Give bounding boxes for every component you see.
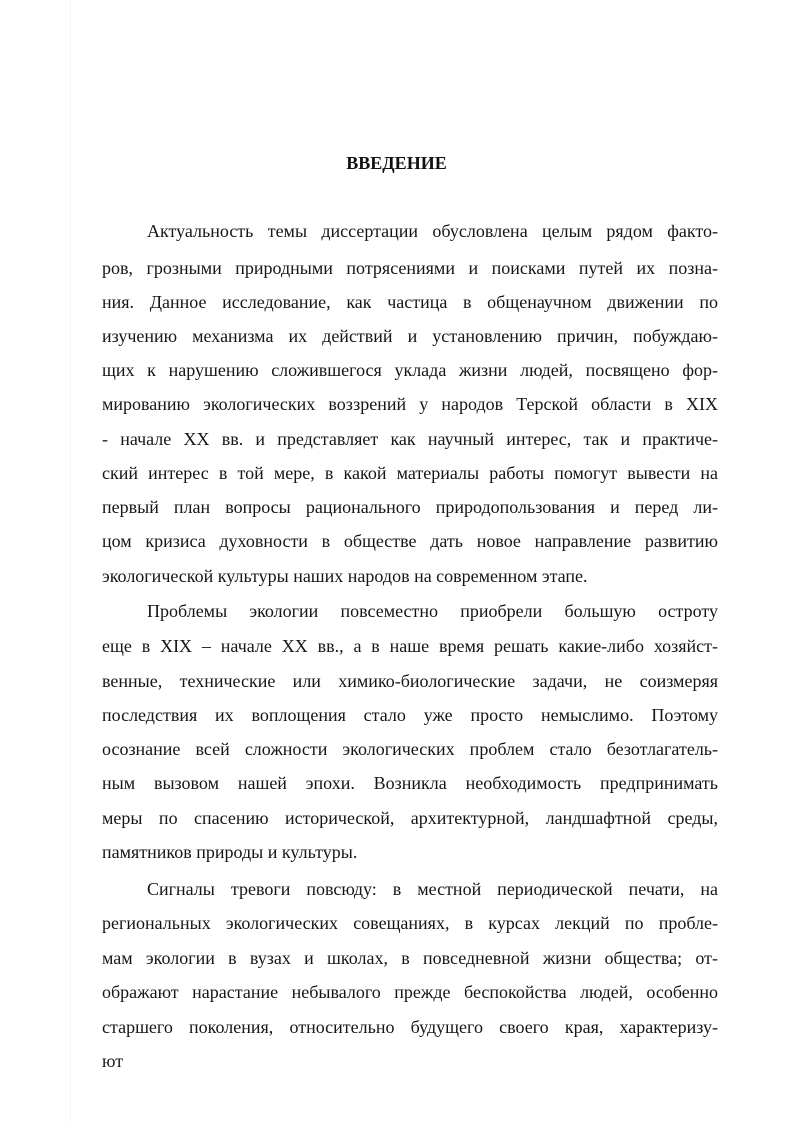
text-line: еще в XIX – начале XX вв., а в наше время решать какие-либо хозяйст- (102, 636, 718, 656)
text-line: экологической культуры наших народов на современном этапе. (102, 566, 588, 586)
text-line: региональных экологических совещаниях, в курсах лекций по пробле- (102, 913, 718, 933)
text-line: Актуальность темы диссертации обусловлена целым рядом факто- (147, 221, 718, 241)
text-line: изучению механизма их действий и установлению причин, побуждаю- (102, 326, 718, 346)
page-title: ВВЕДЕНИЕ (346, 153, 447, 173)
text-line: Сигналы тревоги повсюду: в местной периодической печати, на (147, 879, 718, 899)
text-line: венные, технические или химико-биологические задачи, не соизмеряя (102, 671, 718, 691)
text-line: осознание всей сложности экологических проблем стало безотлагатель- (102, 739, 718, 759)
text-line: меры по спасению исторической, архитектурной, ландшафтной среды, (102, 808, 718, 828)
text-line: памятников природы и культуры. (102, 842, 358, 862)
text-line: старшего поколения, относительно будущего своего края, характеризу- (102, 1017, 718, 1037)
text-line: последствия их воплощения стало уже просто немыслимо. Поэтому (102, 705, 718, 725)
text-line: цом кризиса духовности в обществе дать новое направление развитию (102, 531, 718, 551)
text-line: - начале XX вв. и представляет как научный интерес, так и практиче- (102, 429, 718, 449)
text-line: мированию экологических воззрений у народов Терской области в XIX (102, 394, 718, 414)
text-line: ния. Данное исследование, как частица в общенаучном движении по (102, 292, 718, 312)
text-line: Проблемы экологии повсеместно приобрели большую остроту (147, 601, 718, 621)
text-line: первый план вопросы рационального природопользования и перед ли- (102, 497, 718, 517)
text-line: мам экологии в вузах и школах, в повседневной жизни общества; от- (102, 948, 718, 968)
text-line: щих к нарушению сложившегося уклада жизни людей, посвящено фор- (102, 360, 718, 380)
text-line: ображают нарастание небывалого прежде беспокойства людей, особенно (102, 982, 718, 1002)
text-line: ский интерес в той мере, в какой материалы работы помогут вывести на (102, 463, 718, 483)
text-line: ют (102, 1051, 124, 1071)
text-line: ным вызовом нашей эпохи. Возникла необходимость предпринимать (102, 773, 718, 793)
text-line: ров, грозными природными потрясениями и поисками путей их позна- (102, 258, 718, 278)
